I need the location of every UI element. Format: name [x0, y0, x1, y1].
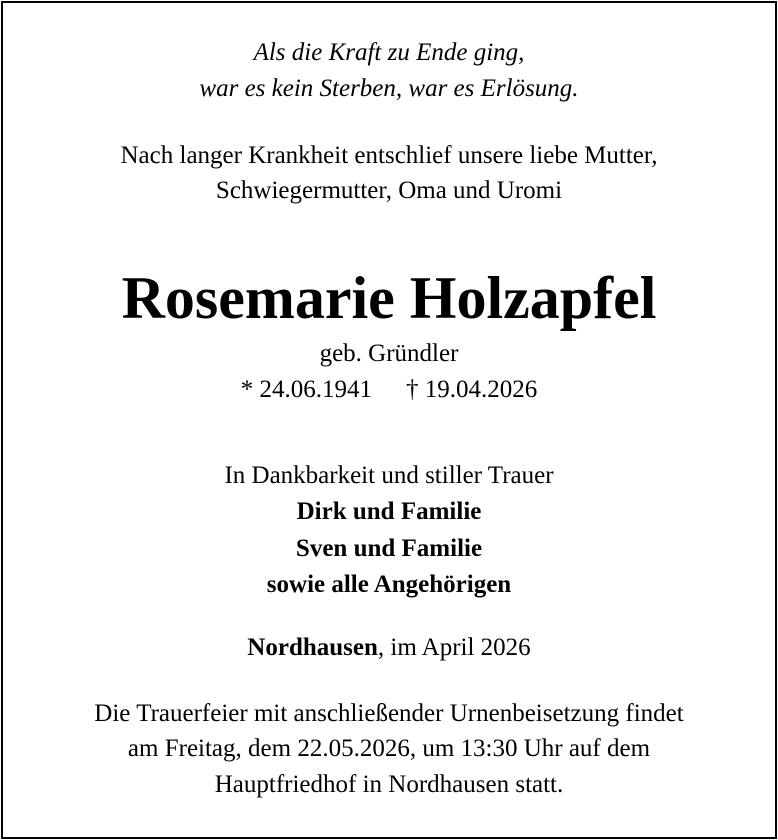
- maiden-name: geb. Gründler: [319, 340, 459, 367]
- death-date: † 19.04.2026: [406, 376, 538, 403]
- intro-line-2: Schwiegermutter, Oma und Uromi: [215, 177, 563, 204]
- ceremony-line-1: Die Trauerfeier mit anschließender Urnenbeisetzung findet: [94, 700, 684, 727]
- mourner-3: sowie alle Angehörigen: [266, 571, 512, 598]
- place-date: [0, 635, 778, 660]
- place-name: Nordhausen: [247, 634, 378, 661]
- life-dates: [0, 377, 778, 402]
- motto-line-2: war es kein Sterben, war es Erlösung.: [199, 75, 579, 102]
- birth-date: * 24.06.1941: [240, 376, 372, 403]
- deceased-name: Rosemarie Holzapfel: [121, 265, 657, 331]
- motto-line-1: Als die Kraft zu Ende ging,: [253, 39, 525, 66]
- mourners-intro: In Dankbarkeit und stiller Trauer: [224, 462, 554, 489]
- ceremony-line-2: am Freitag, dem 22.05.2026, um 13:30 Uhr auf dem: [127, 735, 651, 762]
- intro-line-1: Nach langer Krankheit entschlief unsere liebe Mutter,: [120, 142, 658, 169]
- ceremony-line-3: Hauptfriedhof in Nordhausen statt.: [214, 771, 564, 798]
- mourner-2: Sven und Familie: [295, 535, 483, 562]
- mourner-1: Dirk und Familie: [296, 498, 482, 525]
- date-text: , im April 2026: [377, 634, 531, 661]
